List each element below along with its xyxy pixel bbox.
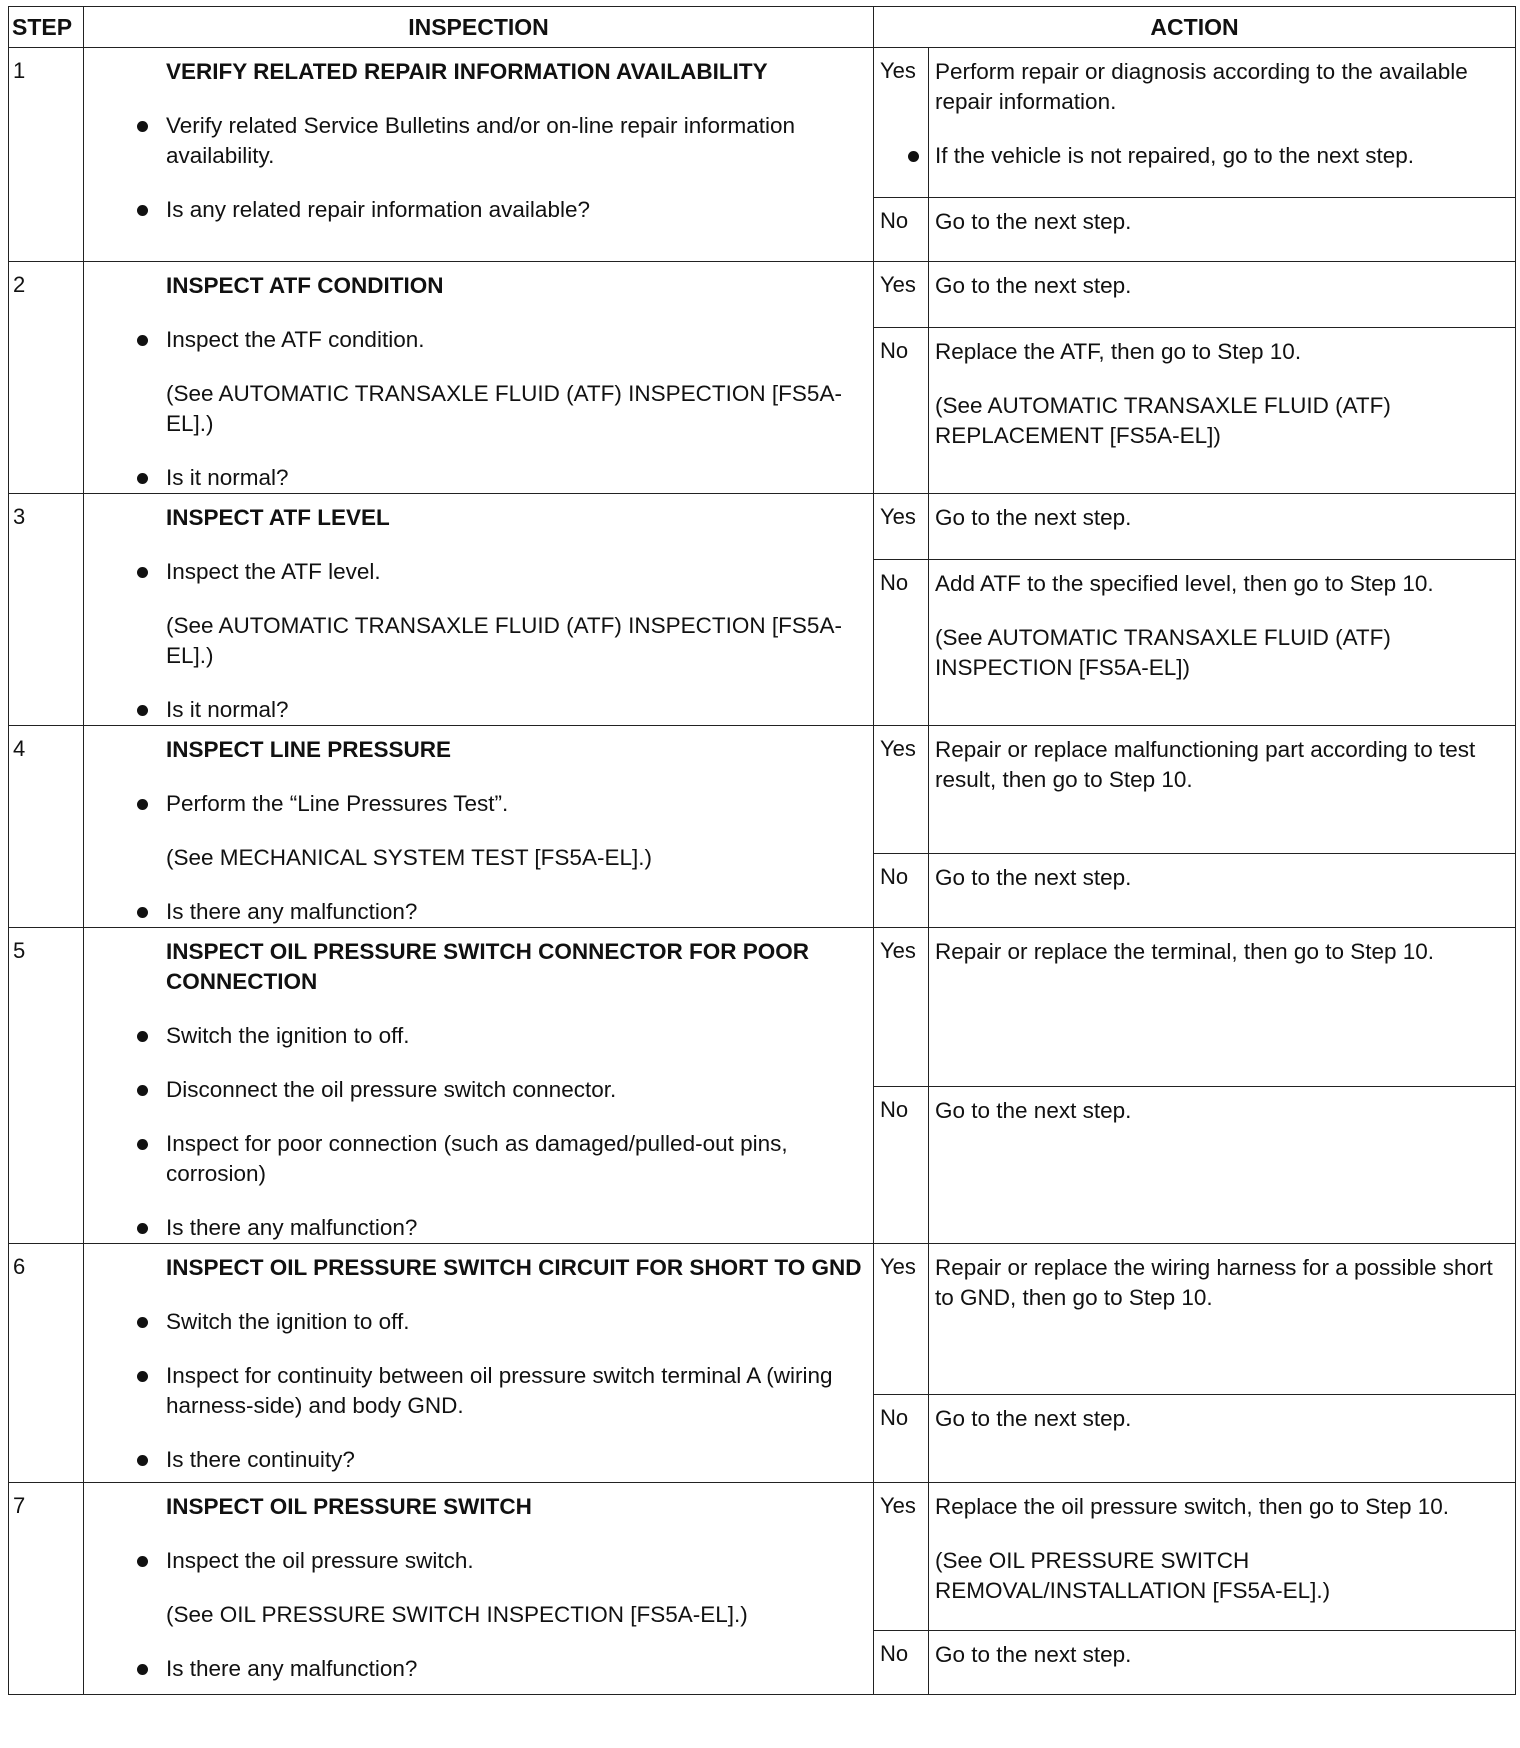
- action-column-header: ACTION: [874, 7, 1516, 48]
- no-action-cell: [929, 1395, 1516, 1483]
- yes-action-bullet: If the vehicle is not repaired, go to the next step.: [935, 141, 1509, 171]
- inspection-bullet-item: Disconnect the oil pressure switch connector.: [166, 1075, 865, 1105]
- no-action-text: Go to the next step.: [935, 209, 1132, 234]
- yes-action-cell: [929, 494, 1516, 560]
- inspection-title: INSPECT OIL PRESSURE SWITCH CONNECTOR FOR POOR CONNECTION: [166, 939, 809, 994]
- no-action-text: Add ATF to the specified level, then go to Step 10.: [935, 571, 1434, 597]
- inspection-bullet-item: Switch the ignition to off.: [166, 1307, 865, 1337]
- inspection-reference-note: (See AUTOMATIC TRANSAXLE FLUID (ATF) INSPECTION [FS5A-EL].): [166, 381, 842, 436]
- inspection-title: INSPECT OIL PRESSURE SWITCH CIRCUIT FOR SHORT TO GND: [166, 1255, 862, 1280]
- inspection-cell: [84, 1483, 874, 1695]
- inspection-bullet-item: Switch the ignition to off.: [166, 1021, 865, 1051]
- inspection-cell: [84, 726, 874, 928]
- inspection-bullet-item: Inspect the ATF condition.: [166, 325, 865, 355]
- no-action-text: Go to the next step.: [935, 1642, 1132, 1667]
- inspection-title: INSPECT OIL PRESSURE SWITCH: [166, 1494, 532, 1519]
- no-action-text: Go to the next step.: [935, 1406, 1132, 1431]
- step-number: 2: [9, 262, 84, 494]
- no-label: No: [874, 1086, 929, 1243]
- inspection-cell: [84, 1244, 874, 1483]
- inspection-bullet-item: Is there any malfunction?: [166, 1213, 865, 1243]
- table-row: [9, 726, 1516, 854]
- table-row: [9, 494, 1516, 560]
- inspection-reference-note: (See AUTOMATIC TRANSAXLE FLUID (ATF) INSPECTION [FS5A-EL].): [166, 613, 842, 668]
- inspection-bullet-item: Is there any malfunction?: [166, 1654, 865, 1684]
- no-label: No: [874, 328, 929, 494]
- table-row: [9, 1244, 1516, 1395]
- inspection-bullet-item: Inspect for continuity between oil pressure switch terminal A (wiring harness-side) and body GND.: [166, 1361, 865, 1421]
- inspection-title: VERIFY RELATED REPAIR INFORMATION AVAILABILITY: [166, 59, 768, 84]
- inspection-bullet-item: Is it normal?: [166, 695, 865, 725]
- inspection-bullet-item: Is any related repair information available?: [166, 195, 865, 225]
- yes-action-text: Replace the oil pressure switch, then go to Step 10.: [935, 1494, 1450, 1519]
- yes-label: Yes: [874, 494, 929, 560]
- no-action-text: Replace the ATF, then go to Step 10.: [935, 339, 1302, 365]
- no-label: No: [874, 1631, 929, 1695]
- yes-action-text: Repair or replace the wiring harness for a possible short to GND, then go to Step 10.: [935, 1255, 1493, 1310]
- yes-action-cell: [929, 1244, 1516, 1395]
- step-column-header: STEP: [9, 7, 84, 48]
- no-action-cell: [929, 328, 1516, 494]
- yes-action-cell: [929, 726, 1516, 854]
- yes-label: Yes: [874, 726, 929, 854]
- inspection-bullet-item: Perform the “Line Pressures Test”.: [166, 789, 865, 819]
- no-action-text: (See AUTOMATIC TRANSAXLE FLUID (ATF) INSPECTION [FS5A-EL]): [935, 625, 1391, 681]
- no-action-text: Go to the next step.: [935, 1097, 1132, 1123]
- yes-label: Yes: [874, 1483, 929, 1631]
- table-body: [9, 48, 1516, 1695]
- no-action-cell: [929, 854, 1516, 928]
- inspection-title: INSPECT LINE PRESSURE: [166, 737, 452, 762]
- no-action-cell: [929, 1086, 1516, 1243]
- yes-label: Yes: [874, 48, 929, 198]
- table-header-row: [9, 7, 1516, 48]
- no-label: No: [874, 560, 929, 726]
- yes-action-text: (See OIL PRESSURE SWITCH REMOVAL/INSTALLATION [FS5A-EL].): [935, 1548, 1331, 1603]
- inspection-cell: [84, 928, 874, 1244]
- inspection-bullet-item: Is it normal?: [166, 463, 865, 493]
- no-action-text: (See AUTOMATIC TRANSAXLE FLUID (ATF) REPLACEMENT [FS5A-EL]): [935, 393, 1391, 449]
- no-label: No: [874, 854, 929, 928]
- inspection-bullet-item: Inspect for poor connection (such as damaged/pulled-out pins, corrosion): [166, 1129, 865, 1189]
- yes-action-text: Repair or replace the terminal, then go to Step 10.: [935, 939, 1435, 964]
- table-row: [9, 1483, 1516, 1631]
- step-number: 6: [9, 1244, 84, 1483]
- table-row: [9, 262, 1516, 328]
- inspection-cell: [84, 262, 874, 494]
- yes-label: Yes: [874, 928, 929, 1087]
- step-number: 5: [9, 928, 84, 1244]
- yes-label: Yes: [874, 1244, 929, 1395]
- step-number: 3: [9, 494, 84, 726]
- step-number: 4: [9, 726, 84, 928]
- inspection-title: INSPECT ATF CONDITION: [166, 273, 444, 298]
- yes-action-text: Go to the next step.: [935, 273, 1132, 298]
- inspection-reference-note: (See OIL PRESSURE SWITCH INSPECTION [FS5A-EL].): [166, 1602, 748, 1627]
- yes-action-cell: [929, 262, 1516, 328]
- step-number: 7: [9, 1483, 84, 1695]
- inspection-bullet-item: Is there continuity?: [166, 1445, 865, 1475]
- yes-action-text: Perform repair or diagnosis according to the available repair information.: [935, 59, 1468, 114]
- diagnostic-procedure-document: [8, 6, 1515, 1695]
- yes-action-cell: [929, 48, 1516, 198]
- no-label: No: [874, 1395, 929, 1483]
- table-row: [9, 928, 1516, 1087]
- no-action-cell: [929, 1631, 1516, 1695]
- step-number: 1: [9, 48, 84, 262]
- inspection-cell: [84, 494, 874, 726]
- no-label: No: [874, 198, 929, 262]
- inspection-bullet-item: Is there any malfunction?: [166, 897, 865, 927]
- yes-action-cell: [929, 928, 1516, 1087]
- inspection-reference-note: (See MECHANICAL SYSTEM TEST [FS5A-EL].): [166, 845, 652, 870]
- no-action-cell: [929, 560, 1516, 726]
- inspection-bullet-item: Verify related Service Bulletins and/or on-line repair information availability.: [166, 111, 865, 171]
- yes-action-text: Repair or replace malfunctioning part according to test result, then go to Step 10.: [935, 737, 1476, 792]
- inspection-title: INSPECT ATF LEVEL: [166, 505, 390, 530]
- inspection-column-header: INSPECTION: [84, 7, 874, 48]
- inspection-bullet-item: Inspect the oil pressure switch.: [166, 1546, 865, 1576]
- yes-action-text: Go to the next step.: [935, 505, 1132, 530]
- inspection-bullet-item: Inspect the ATF level.: [166, 557, 865, 587]
- table-row: [9, 48, 1516, 198]
- inspection-cell: [84, 48, 874, 262]
- yes-label: Yes: [874, 262, 929, 328]
- no-action-text: Go to the next step.: [935, 865, 1132, 891]
- no-action-cell: [929, 198, 1516, 262]
- diagnostic-table: [8, 6, 1516, 1695]
- yes-action-cell: [929, 1483, 1516, 1631]
